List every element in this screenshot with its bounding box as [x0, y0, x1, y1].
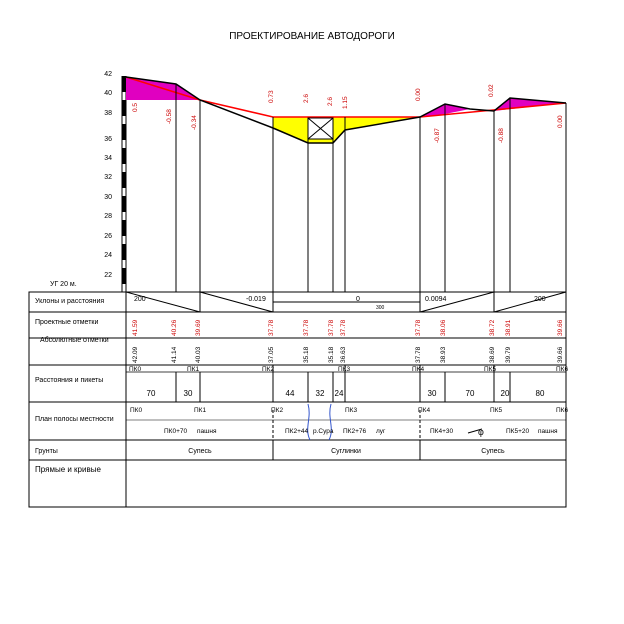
distance-value: 30	[183, 389, 193, 398]
plan-note: ПК5+20	[506, 428, 530, 435]
plan-notes	[164, 428, 558, 435]
design-mark: 39.66	[557, 319, 564, 336]
work-mark: 0.5	[132, 102, 139, 112]
absolute-mark: 37.05	[268, 346, 275, 363]
plan-note: ПК0+70	[164, 428, 188, 435]
y-tick-label: 26	[104, 233, 112, 240]
design-mark: 41.59	[132, 319, 139, 336]
row-label-plan: План полосы местности	[35, 416, 114, 423]
work-mark: -0.58	[166, 109, 173, 124]
station-lines	[176, 84, 566, 292]
work-mark: 2.6	[303, 93, 310, 103]
y-tick-label: 38	[104, 110, 112, 117]
distance-value: 32	[315, 389, 325, 398]
work-mark: -0.34	[191, 115, 198, 130]
plan-note: р.Сура	[313, 428, 334, 435]
data-table	[29, 292, 569, 507]
page-title: ПРОЕКТИРОВАНИЕ АВТОДОРОГИ	[229, 31, 395, 42]
slope-grade: 0	[356, 296, 360, 303]
elevation-tick-labels	[104, 71, 112, 279]
absolute-marks	[132, 346, 564, 363]
design-mark: 37.78	[328, 319, 335, 336]
y-tick-label: 28	[104, 213, 112, 220]
plan-note: ПК2+76	[343, 428, 367, 435]
plan-note: пашня	[538, 428, 558, 435]
culvert-symbol	[308, 118, 333, 292]
distance-value: 70	[465, 389, 475, 398]
distance-value: 20	[500, 389, 510, 398]
plan-picket: ПК5	[490, 407, 503, 414]
plan-picket: ПК6	[556, 407, 569, 414]
y-tick-label: 32	[104, 174, 112, 181]
picket-label: ПК1	[187, 366, 200, 373]
row-label-curves: Прямые и кривые	[35, 465, 101, 474]
work-mark: 0.00	[415, 88, 422, 101]
distance-value: 30	[427, 389, 437, 398]
absolute-mark: 39.79	[505, 346, 512, 363]
absolute-mark: 42.09	[132, 346, 139, 363]
work-mark: 1.15	[342, 96, 349, 109]
work-mark: 2.6	[327, 96, 334, 106]
picket-label: ПК2	[262, 366, 275, 373]
design-mark: 38.91	[505, 319, 512, 336]
picket-label: ПК3	[338, 366, 351, 373]
plan-picket: ПК2	[271, 407, 284, 414]
y-tick-label: 40	[104, 90, 112, 97]
plan-picket: ПК4	[418, 407, 431, 414]
absolute-mark: 38.69	[489, 346, 496, 363]
absolute-mark: 38.93	[440, 346, 447, 363]
plan-note: луг	[376, 428, 386, 435]
work-marks	[132, 84, 564, 143]
picket-label: ПК0	[129, 366, 142, 373]
row-label-absolute: Абсолютные отметки	[40, 337, 109, 344]
row-label-soils: Грунты	[35, 448, 58, 455]
slope-grade: 200	[534, 296, 546, 303]
picket-label: ПК4	[412, 366, 425, 373]
absolute-mark: 35.18	[303, 346, 310, 363]
picket-label: ПК6	[556, 366, 569, 373]
elevation-ruler	[122, 76, 126, 292]
design-mark: 37.78	[303, 319, 310, 336]
distance-value: 44	[285, 389, 295, 398]
work-mark: -0.88	[498, 128, 505, 143]
soil-value: Супесь	[481, 448, 505, 455]
plan-pickets	[130, 407, 568, 414]
design-mark: 38.72	[489, 319, 496, 336]
slope-length: 300	[376, 305, 385, 311]
soil-value: Супесь	[188, 448, 212, 455]
picket-label: ПК5	[484, 366, 497, 373]
y-tick-label: 22	[104, 272, 112, 279]
row-label-distances: Расстояния и пикеты	[35, 377, 104, 384]
absolute-mark: 39.66	[557, 346, 564, 363]
y-tick-label: 36	[104, 136, 112, 143]
absolute-mark: 36.63	[340, 346, 347, 363]
absolute-mark: 41.14	[171, 346, 178, 363]
phi-symbol: φ	[478, 427, 484, 437]
absolute-mark: 37.78	[415, 346, 422, 363]
design-mark: 37.78	[415, 319, 422, 336]
soil-value: Суглинки	[331, 448, 361, 455]
y-tick-label: 24	[104, 252, 112, 259]
row-label-design: Проектные отметки	[35, 319, 99, 326]
plan-note: ПК4+30	[430, 428, 454, 435]
distance-values	[147, 389, 545, 398]
row-label-slopes: Уклоны и расстояния	[35, 298, 105, 305]
absolute-mark: 35.18	[328, 346, 335, 363]
distance-value: 70	[146, 389, 156, 398]
plan-picket: ПК0	[130, 407, 143, 414]
y-tick-label: 34	[104, 155, 112, 162]
design-marks	[132, 319, 564, 336]
work-mark: 0.73	[268, 90, 275, 103]
design-mark: 38.06	[440, 319, 447, 336]
distance-value: 80	[535, 389, 545, 398]
slope-grade: 0.0094	[425, 296, 447, 303]
scale-label: УГ 20 м.	[50, 281, 77, 288]
absolute-mark: 40.03	[195, 346, 202, 363]
work-mark: 0.02	[488, 84, 495, 97]
y-tick-label: 30	[104, 194, 112, 201]
design-mark: 37.78	[268, 319, 275, 336]
design-mark: 40.26	[171, 319, 178, 336]
work-mark: 0.00	[557, 115, 564, 128]
design-mark: 39.69	[195, 319, 202, 336]
work-mark: -0.87	[434, 128, 441, 143]
slope-grade: 200	[134, 296, 146, 303]
soil-values	[188, 448, 505, 455]
plan-picket: ПК3	[345, 407, 358, 414]
plan-picket: ПК1	[194, 407, 207, 414]
distance-value: 24	[334, 389, 344, 398]
row-labels	[35, 298, 114, 474]
design-mark: 37.78	[340, 319, 347, 336]
plan-note: ПК2+44	[285, 428, 309, 435]
plan-note: пашня	[197, 428, 217, 435]
slope-values	[134, 296, 546, 311]
y-tick-label: 42	[104, 71, 112, 78]
slope-grade: -0.019	[246, 296, 266, 303]
